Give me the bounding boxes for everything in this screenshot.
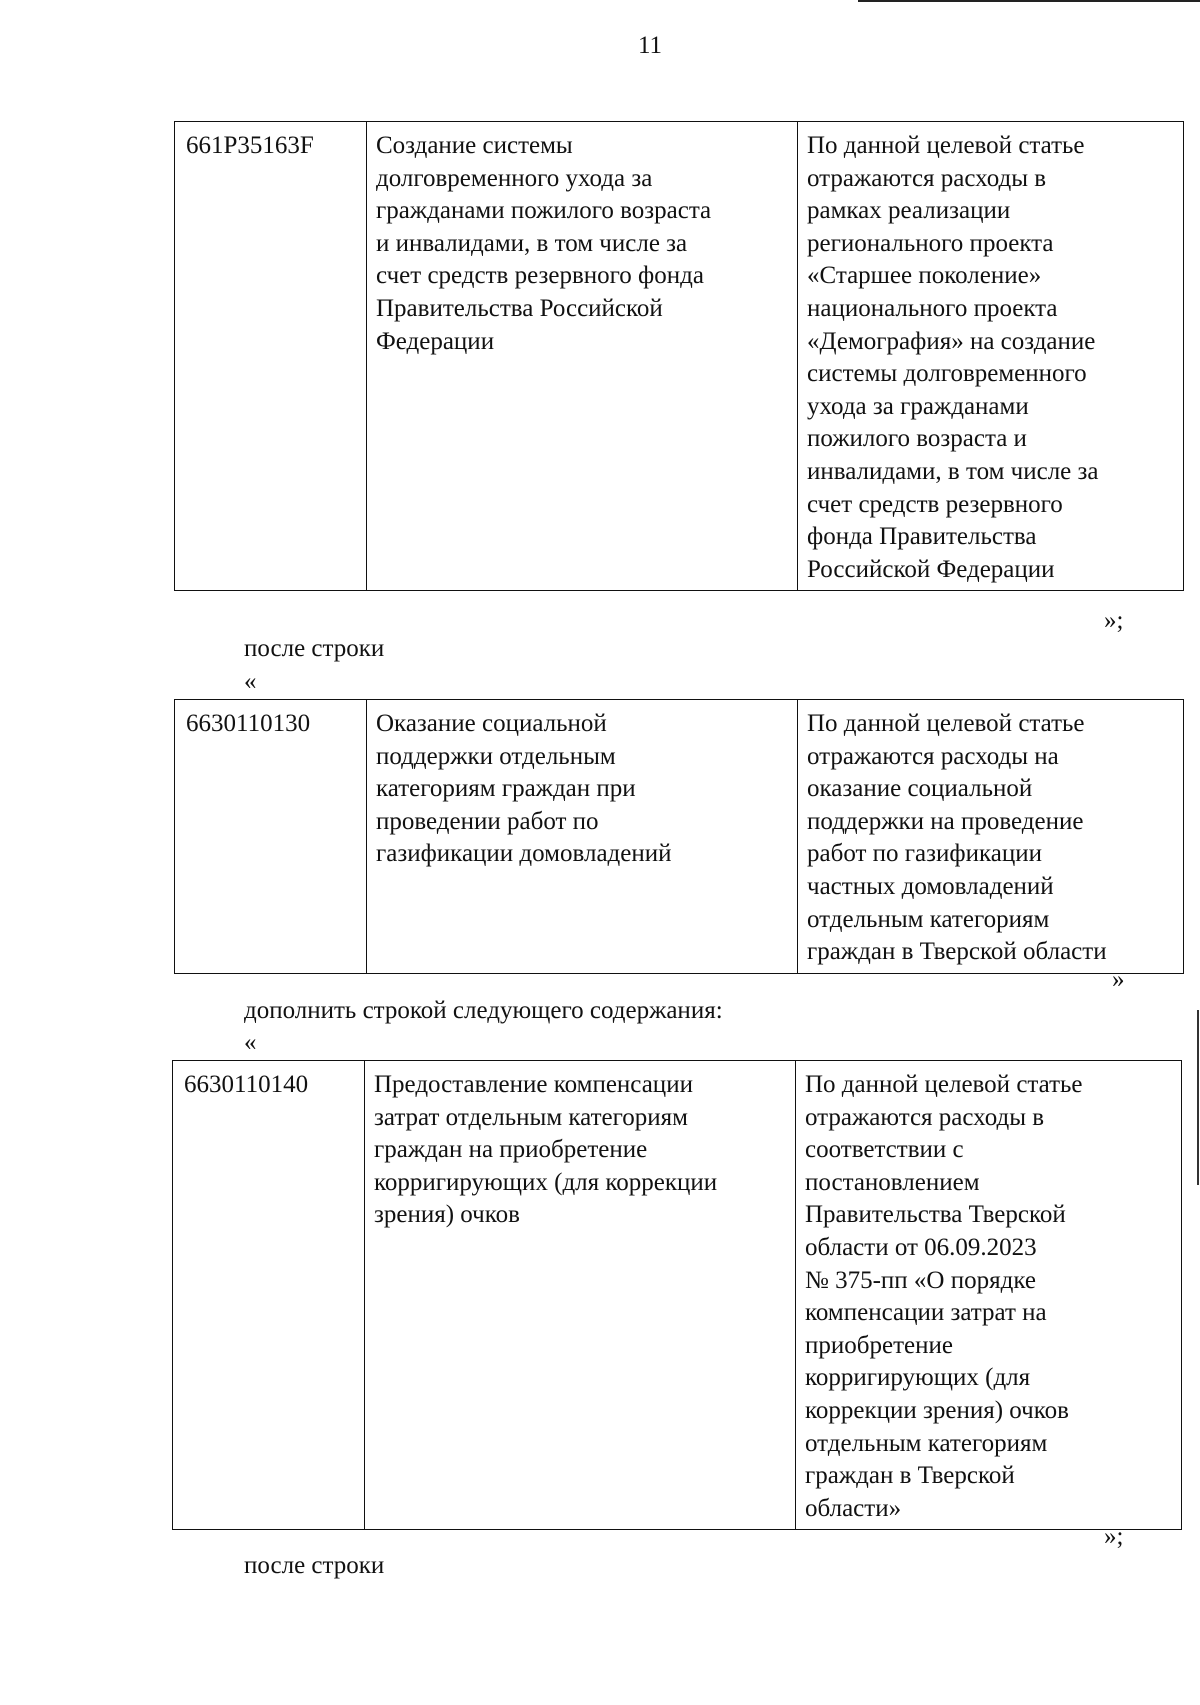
target-article-description: По данной целевой статье отражаются расходы в соответствии с постановлением Правительства Тверской области от 06.09.2023 № 375-пп «О порядке компенсации затрат на приобретение корригирующих (для коррекции зрения) очков отдельным категориям граждан в Тверской области» <box>796 1061 1182 1530</box>
scan-edge-line-right <box>1197 1010 1199 1185</box>
page-number: 11 <box>637 32 663 59</box>
table-row <box>173 1061 1182 1530</box>
closing-quote: »; <box>1104 1523 1124 1550</box>
target-article-code: 6630110130 <box>175 700 367 974</box>
target-article-name: Создание системы долговременного ухода за гражданами пожилого возраста и инвалидами, в том числе за счет средств резервного фонда Правительства Российской Федерации <box>367 122 798 591</box>
target-article-description: По данной целевой статье отражаются расходы на оказание социальной поддержки на проведение работ по газификации частных домовладений отдельным категориям граждан в Тверской области <box>798 700 1184 974</box>
budget-table-1 <box>174 121 1184 591</box>
opening-quote: « <box>244 1029 257 1056</box>
target-article-description: По данной целевой статье отражаются расходы в рамках реализации регионального проекта «Старшее поколение» национального проекта «Демография» на создание системы долговременного ухода за гражданами пожилого возраста и инвалидами, в том числе за счет средств резервного фонда Правительства Российской Федерации <box>798 122 1184 591</box>
budget-table-3 <box>172 1060 1182 1530</box>
opening-quote: « <box>244 668 257 695</box>
scan-edge-line <box>858 0 1200 2</box>
instruction-text: дополнить строкой следующего содержания: <box>244 997 723 1024</box>
budget-table-2 <box>174 699 1184 974</box>
target-article-name: Оказание социальной поддержки отдельным категориям граждан при проведении работ по газификации домовладений <box>367 700 798 974</box>
table-row <box>175 700 1184 974</box>
target-article-code: 661P35163F <box>175 122 367 591</box>
instruction-text: после строки <box>244 635 385 662</box>
instruction-text: после строки <box>244 1552 385 1579</box>
table-row <box>175 122 1184 591</box>
target-article-code: 6630110140 <box>173 1061 365 1530</box>
closing-quote: »; <box>1104 607 1124 634</box>
target-article-name: Предоставление компенсации затрат отдельным категориям граждан на приобретение корригирующих (для коррекции зрения) очков <box>365 1061 796 1530</box>
closing-quote: » <box>1112 966 1125 993</box>
